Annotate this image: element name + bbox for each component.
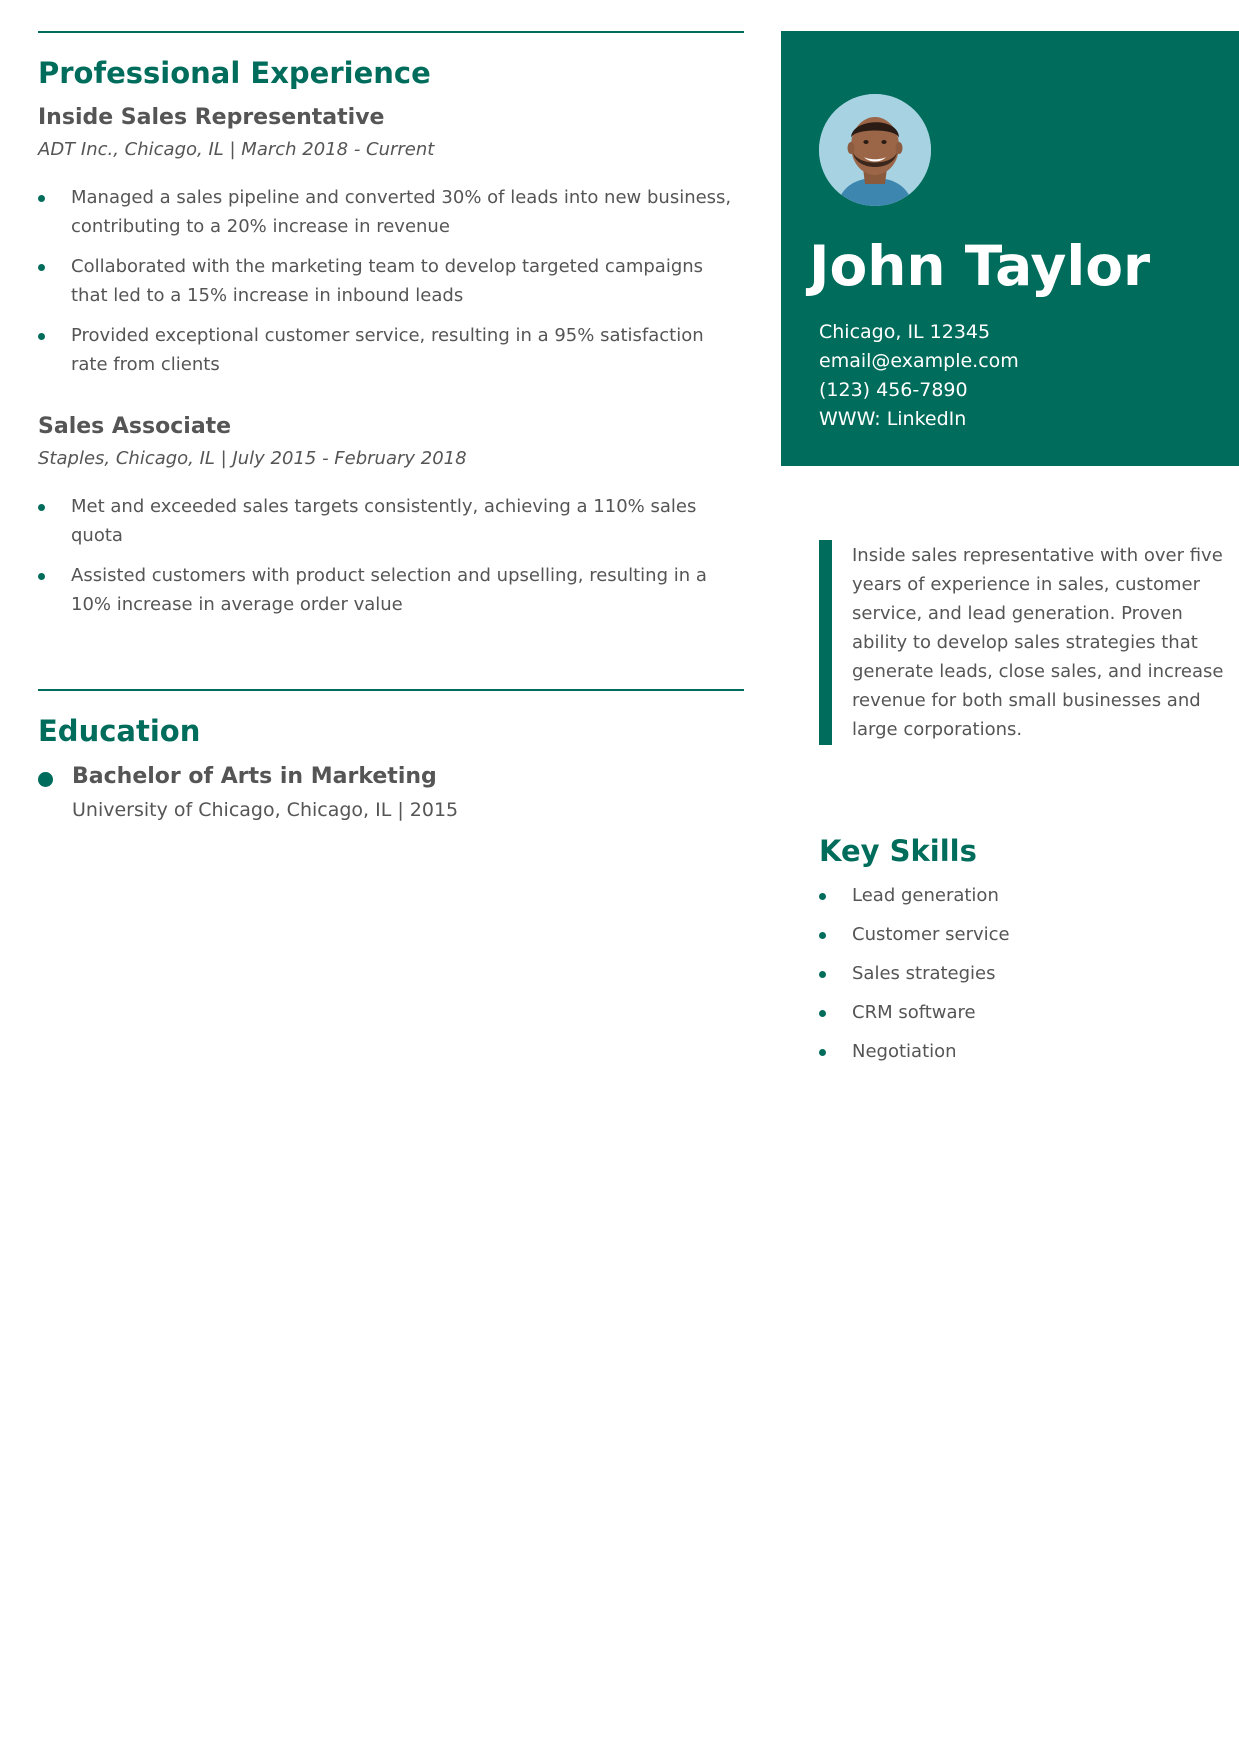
skills-list <box>819 881 1209 1066</box>
bullet-dot-icon <box>38 264 45 271</box>
education-heading: Education <box>38 714 201 748</box>
bullet-dot-icon <box>819 893 826 900</box>
skills-section <box>819 833 1209 1076</box>
list-item <box>819 1037 1209 1066</box>
website-link[interactable]: WWW: LinkedIn <box>819 408 967 430</box>
list-item <box>38 492 744 550</box>
bullet-dot-icon <box>819 1049 826 1056</box>
job-meta: Staples, Chicago, IL | July 2015 - February 2018 <box>38 448 467 469</box>
bullet-text: Provided exceptional customer service, resulting in a 95% satisfaction rate from clients <box>71 325 704 375</box>
job-bullets <box>38 492 744 619</box>
bullet-dot-icon <box>38 504 45 511</box>
list-item <box>819 959 1209 988</box>
list-item <box>819 920 1209 949</box>
job-title: Sales Associate <box>38 414 232 439</box>
bullet-dot-icon <box>819 1010 826 1017</box>
education-entry <box>38 763 744 824</box>
bullet-text: Assisted customers with product selection and upselling, resulting in a 10% increase in average order value <box>71 565 707 615</box>
job-title: Inside Sales Representative <box>38 105 385 130</box>
bullet-dot-icon <box>38 333 45 340</box>
list-item <box>38 252 744 310</box>
experience-heading: Professional Experience <box>38 56 431 90</box>
bullet-dot-icon <box>819 932 826 939</box>
section-divider <box>38 31 744 33</box>
skill-text: Sales strategies <box>852 963 996 984</box>
list-item <box>38 561 744 619</box>
education-section <box>38 689 744 824</box>
school-info: University of Chicago, Chicago, IL | 2015 <box>72 799 459 821</box>
summary-block <box>819 540 1239 745</box>
skill-text: CRM software <box>852 1002 976 1023</box>
list-item <box>38 321 744 379</box>
bullet-text: Managed a sales pipeline and converted 30% of leads into new business, contributing to a 20% increase in revenue <box>71 187 732 237</box>
bullet-dot-icon <box>819 971 826 978</box>
email-link[interactable]: email@example.com <box>819 350 1019 372</box>
skill-text: Customer service <box>852 924 1010 945</box>
contact-info <box>819 318 1019 434</box>
job-meta: ADT Inc., Chicago, IL | March 2018 - Current <box>38 139 435 160</box>
degree-title: Bachelor of Arts in Marketing <box>72 764 437 789</box>
skills-heading: Key Skills <box>819 834 977 868</box>
header-panel <box>781 31 1239 466</box>
profile-photo-icon <box>819 94 931 206</box>
bullet-dot-icon <box>38 195 45 202</box>
candidate-name: John Taylor <box>809 234 1151 298</box>
list-item <box>819 881 1209 910</box>
bullet-dot-icon <box>38 573 45 580</box>
list-item <box>819 998 1209 1027</box>
job-bullets <box>38 183 744 379</box>
section-divider <box>38 689 744 691</box>
skill-text: Lead generation <box>852 885 999 906</box>
location-text: Chicago, IL 12345 <box>819 321 991 343</box>
summary-text: Inside sales representative with over five years of experience in sales, customer service, and lead generation. Proven ability to develop sales strategies that generate leads, close sales, and increase revenue for both small businesses and large corporations. <box>852 545 1224 740</box>
skill-text: Negotiation <box>852 1041 957 1062</box>
phone-text: (123) 456-7890 <box>819 379 968 401</box>
bullet-text: Met and exceeded sales targets consistently, achieving a 110% sales quota <box>71 496 697 546</box>
list-item <box>38 183 744 241</box>
avatar <box>819 94 931 206</box>
experience-section <box>38 31 744 630</box>
job-entry <box>38 104 744 379</box>
bullet-text: Collaborated with the marketing team to develop targeted campaigns that led to a 15% increase in inbound leads <box>71 256 704 306</box>
job-entry <box>38 413 744 619</box>
bullet-dot-icon <box>38 772 53 787</box>
